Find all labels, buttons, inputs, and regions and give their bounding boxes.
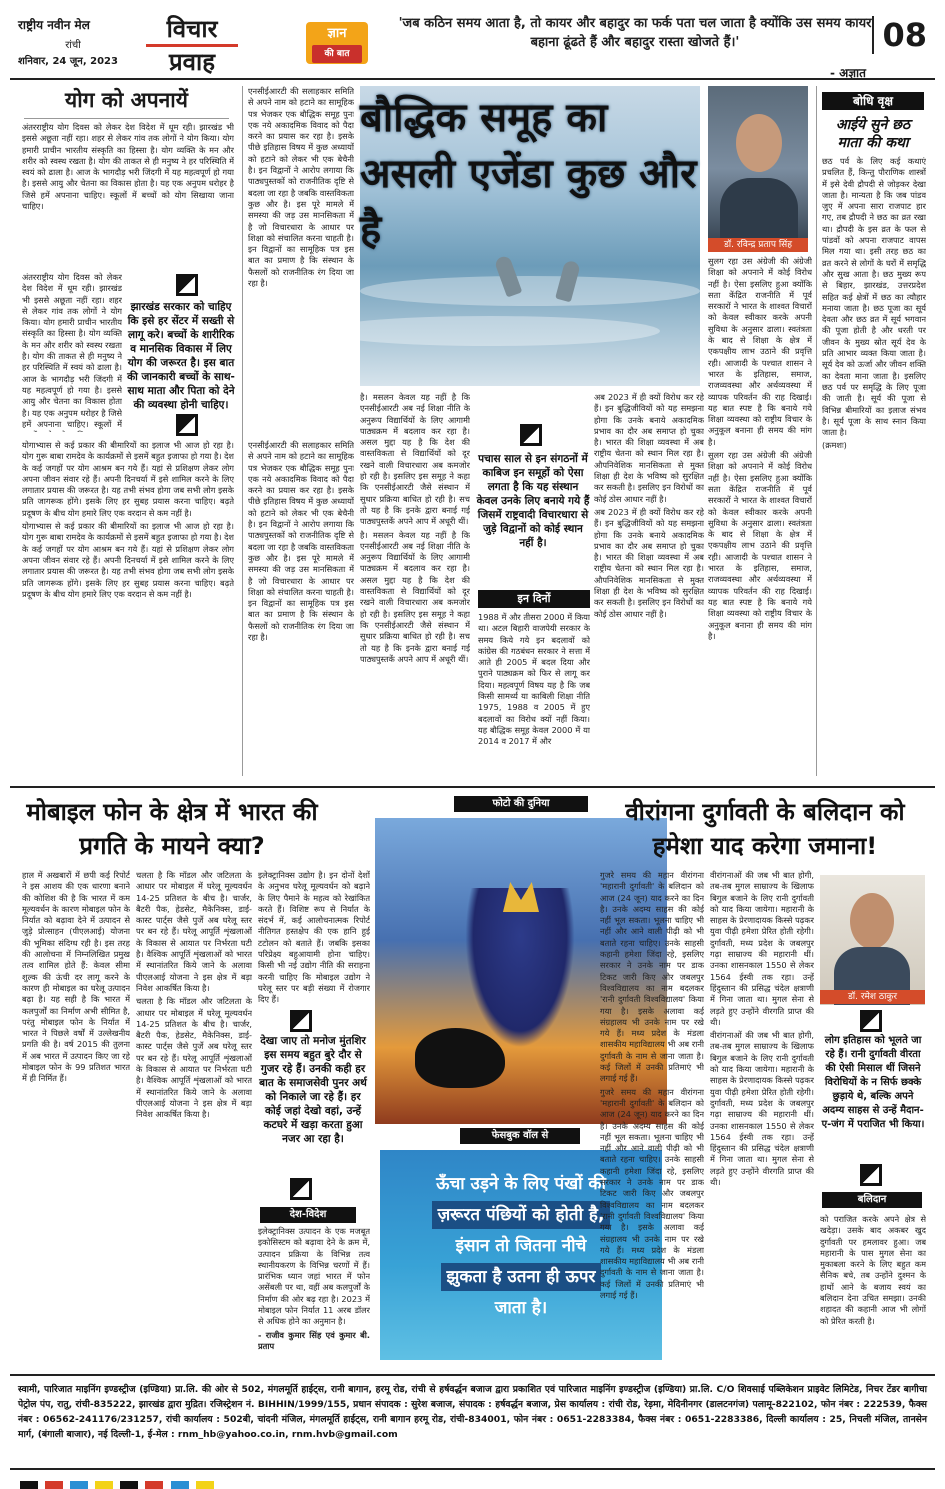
main-headline: बौद्धिक समूह का असली एजेंडा कुछ और है xyxy=(360,95,697,253)
section-title-top: विचार xyxy=(146,14,238,47)
photo-label: फोटो की दुनिया xyxy=(454,796,588,812)
color-swatch xyxy=(145,1481,163,1489)
column-divider xyxy=(242,86,243,776)
mobile-col2-text-b: चलता है कि मॉडल और जटिलता के आधार पर मोबाइल में घरेलू मूल्यवर्धन 14-25 प्रतिशत के बीच है। चार्जर, बैटरी पैक, हेडसेट, मैकेनिक्स, डाई-कास्ट पार्ट्स जैसे पुर्जे अब घरेलू स्तर पर बन रहे हैं। घरेलू आपूर्ति शृंखलाओं के विकास से आयात पर निर्भरता घटी है। वैश्विक आपूर्ति शृंखलाओं को भारत में स्थानांतरित किये जाने के अलावा पीएलआई योजना ने इस क्षेत्र में बड़ा निवेश आकर्षित किया है। xyxy=(136,996,252,1120)
imprint-line: स्वामी, पारिजात माइनिंग इण्डस्ट्रीज (इण्डिया) प्रा.लि. की ओर से 502, मंगलमूर्ति हाईट्स, रानी बागान, हरमू रोड, रांची से हर्षवर्द्धन बजाज द्वारा प्रकाशित एवं पारिजात माइनिंग इण्डस्ट्रीज (इण्डिया) प्रा.लि. C/O शिवसाई पब्लिकेशन प्राइवेट लिमिटेड, निचर टेंडर बागीचा पेट्रोल पंप, रातु, रांची-835222, झारखंड द्वारा मुद्रित। रजिस्ट्रेशन नं. BIHHIN/1999/155, प्रधान संपादक : सुरेश बजाज, संपादक : हर्षवर्द्धन बजाज, प्रेस कार्यालय : रांची रोड, रेड़मा, मेदिनीनगर (डालटनगंज) पलामू-822102, फोन नंबर : 222539, फैक्स नंबर : 06562-241176/231257, रांची कार्यालय : 502बी, चांदनी मंजिल, मंगलमूर्ति हाईट्स, रानी बागान हरमू रोड, रांची-834001, फोन नंबर : 0651-2283384, फैक्स नंबर : 0651-2283386, दिल्ली कार्यालय : 25, निचली मंजिल, तानसेन मार्ग, (बंगाली बाजार), नई दिल्ली-1, ई-मेल : rnm_hb@yahoo.co.in, rnm.hvb@gmail.com xyxy=(10,1374,935,1470)
rani-col2-text: वीरांगनाओं की जब भी बात होगी, तब-तब मुगल साम्राज्य के खिलाफ बिगुल बजाने के लिए रानी दुर्गावती को याद किया जायेगा। महारानी के साहस के प्रेरणादायक किस्से पढ़कर युवा पीढ़ी हमेशा प्रेरित होती रहेगी। दुर्गावती, मध्य प्रदेश के जबलपुर गढ़ा साम्राज्य की महारानी थीं। उनका शासनकाल 1550 से लेकर 1564 ईस्वी तक रहा। उन्हें हिंदुस्तान की प्रसिद्ध चंदेल क्षत्राणी में गिना जाता था। मुगल सेना से लड़ते हुए उन्होंने वीरगति प्राप्त की थी। xyxy=(710,870,814,1027)
main-article-col5-text: सुलग रहा उस अंग्रेजी की अंग्रेजी शिक्षा को अपनाने में कोई विरोध नहीं है। ऐसा इसलिए हुआ क्योंकि सता केंद्रित राजनीति में पूर्व सरकारों ने भारत के शाश्वत विचारों को केवल स्वीकार करके अपनी सुविधा के अनुसार ढाला। स्वतंत्रता के बाद से शिक्षा के क्षेत्र में एकपक्षीय लाभ उठाने की प्रवृत्ति रही। आजादी के पश्चात शासन ने भारत के इतिहास, समाज, राजव्यवस्था और अर्थव्यवस्था में व्यापक परिवर्तन की राह दिखाई। यह बात स्पष्ट है कि बनाये गये शिक्षा व्यवस्था को राष्ट्रीय विचार के अनुकूल बनाना ही समय की मांग है। xyxy=(708,256,812,447)
quote-icon xyxy=(290,1010,312,1032)
page-number: 08 xyxy=(872,16,927,54)
yoga-headline: योग को अपनायें xyxy=(24,86,229,119)
color-swatch xyxy=(196,1481,214,1489)
main-article-col4-text: अब 2023 में ही क्यों विरोध कर रहे हैं। इन बुद्धिजीवियों को यह समझना होगा कि उनके बनाये अकादमिक प्रभाव का दौर अब समाप्त हो चुका है। भारत की शिक्षा व्यवस्था में अब राष्ट्रीय चेतना को स्थान मिल रहा है। औपनिवेशिक मानसिकता से मुक्त शिक्षा ही देश के भविष्य को सुरक्षित कर सकती है। इसलिए इन विरोधों का कोई ठोस आधार नहीं है। xyxy=(594,392,704,504)
mobile-col4 xyxy=(258,1226,370,1370)
facebook-wall-label: फेसबुक वॉल से xyxy=(460,1128,580,1144)
quote-icon xyxy=(290,1178,312,1200)
yoga-body-top xyxy=(22,122,234,272)
yoga-body-2b: योगाभ्यास से कई प्रकार की बीमारियों का इलाज भी आज हो रहा है। योग गुरू बाबा रामदेव के कार्यक्रमों से इसमें बहुत इजाफा हो गया है। देश के कई जगहों पर योग आश्रम बन गये हैं। यहां से प्रशिक्षण लेकर लोग अपना जीवन संवार रहे हैं। अपनी दिनचर्या में इसे शामिल करने के लिए लगातार प्रयास की जरूरत है। यह तभी संभव होगा जब सभी लोग इसके प्रति जागरूक होंगे। इसके लिए हर सुबह प्रयास करना चाहिए। बढ़ते प्रदूषण के बीच योग हमारे लिए एक वरदान से कम नहीं है। xyxy=(22,521,234,599)
author2-photo xyxy=(820,875,925,1005)
yoga-pullquote: झारखंड सरकार को चाहिए कि इसे हर सेंटर में सख्ती से लागू करे। बच्चों के शारीरिक व मानसिक विकास में लिए योग की जरूरत है। इस बात की जानकारी बच्चों के साथ-साथ माता और पिता को देने की व्यवस्था होनी चाहिए। xyxy=(127,301,235,411)
quote-line-4: झुकता है उतना ही ऊपर xyxy=(441,1263,602,1291)
color-swatch xyxy=(120,1481,138,1489)
color-swatch xyxy=(20,1481,38,1489)
main-article-col1b-text: एनसीईआरटी की सलाहकार समिति से अपने नाम को हटाने का सामूहिक पत्र भेजकर एक बौद्धिक समूह पुनः एक नये अकादमिक विवाद को पैदा करने का प्रयास कर रहा है। इसके पीछे इतिहास विषय में कुछ अध्यायों को हटाने को लेकर भी एक बेचैनी है। इन विद्वानों ने आरोप लगाया कि पाठ्यपुस्तकों को राजनीतिक दृष्टि से बदला जा रहा है जबकि वास्तविकता कुछ और है। इस पूरे मामले में समस्या की जड़ उस मानसिकता में है जो विचारधारा के आधार पर शिक्षा को संचालित करना चाहती है। इन विद्वानों का सामूहिक पत्र इस बात का प्रमाण है कि संस्थान के फैसलों को राजनीतिक रंग दिया जा रहा है। xyxy=(248,440,354,643)
quote-author: - अज्ञात xyxy=(830,66,866,80)
rani-col1-text-b: गुजरे समय की महान वीरांगना 'महारानी दुर्गावती' के बलिदान को आज (24 जून) याद करने का दिन है। उनके अदम्य साहस की कोई नहीं भूल सकता। भूलना चाहिए भी नहीं और आने वाली पीढ़ी को भी बताते रहना चाहिए। उनके साहसी कहानी हमेशा जिंदा रहे, इसलिए सरकार ने उनके नाम पर डाक टिकट जारी किए और जबलपुर विश्वविद्यालय का नाम बदलकर 'रानी दुर्गावती विश्वविद्यालय' किया गया है। इसके अलावा कई संग्रहालय भी उनके नाम पर रखे गये हैं। मध्य प्रदेश के मंडला शासकीय महाविद्यालय भी अब रानी दुर्गावती के नाम से जाना जाता है। कई जिलों में उनकी प्रतिमाएं भी लगाई गई हैं। xyxy=(600,1086,704,1300)
gyan-badge-top: ज्ञान xyxy=(327,26,347,41)
yoga-body-2: योगाभ्यास से कई प्रकार की बीमारियों का इलाज भी आज हो रहा है। योग गुरू बाबा रामदेव के कार्यक्रमों से इसमें बहुत इजाफा हो गया है। देश के कई जगहों पर योग आश्रम बन गये हैं। यहां से प्रशिक्षण लेकर लोग अपना जीवन संवार रहे हैं। अपनी दिनचर्या में इसे शामिल करने के लिए लगातार प्रयास की जरूरत है। यह तभी संभव होगा जब सभी लोग इसके प्रति जागरूक होंगे। इसके लिए हर सुबह प्रयास करना चाहिए। बढ़ते प्रदूषण के बीच योग हमारे लिए एक वरदान से कम नहीं है। xyxy=(22,440,234,518)
rani-col2 xyxy=(710,870,814,1370)
quote-line-2: ज़रूरत पंछियों को होती है, xyxy=(432,1201,611,1229)
bodhi-headline: आईये सुने छठ माता की कथा xyxy=(835,117,911,151)
printer-color-bar xyxy=(20,1474,925,1482)
author2-name: डॉ. रमेश ठाकुर xyxy=(820,990,925,1004)
bodhi-body-text: छठ पर्व के लिए कई कथाएं प्रचलित हैं, किन्तु पौराणिक शास्त्रों में इसे देवी द्रौपदी से जोड़कर देखा जाता है। मान्यता है कि जब पांडव जुए में अपना सारा राजपाट हार गए, तब द्रौपदी ने छठ का व्रत रखा था। द्रौपदी के इस व्रत के फल से पांडवों को अपना राजपाट वापस मिल गया था। इसी तरह छठ का व्रत करने से लोगों के घरों में समृद्धि और सुख आता है। छठ मुख्य रूप से बिहार, झारखंड, उत्तरप्रदेश सहित कई क्षेत्रों में छठ का त्यौहार मनाया जाता है। छठ पूजा का सूर्य देवता और छठ व्रत में सूर्य भगवान की पूजा होती है और धरती पर जीवन के मुख्य स्रोत सूर्य देव के प्रति आभार व्यक्त किया जाता है। सूर्य देव को ऊर्जा और जीवन शक्ति का देवता माना जाता है। इसलिए छठ पर्व पर समृद्धि के लिए पूजा की जाती है। सूर्य की पूजा से विभिन्न बीमारियों का इलाज संभव है। सूर्य पूजा के साथ स्नान किया जाता है। xyxy=(822,156,926,438)
color-swatch xyxy=(171,1481,189,1489)
mobile-col2 xyxy=(136,870,252,1370)
section-title-bottom: प्रवाह xyxy=(146,47,238,77)
quote-icon xyxy=(860,1164,882,1186)
author2-face xyxy=(850,893,894,949)
main-article-col3 xyxy=(478,612,590,776)
desh-videsh-label: देश-विदेश xyxy=(260,1207,356,1223)
gyan-badge xyxy=(306,22,368,64)
rani-col3-text: को पराजित करके अपने क्षेत्र से खदेड़ा। उसके बाद अकबर खुद दुर्गावती पर हमलावर हुआ। जब महारानी के पास मुगल सेना का मुकाबला करने के लिए बहुत कम सैनिक बचे, तब उन्होंने दुश्मन के हाथों आने के बजाय स्वयं का बलिदान देना उचित समझा। उनकी शहादत की कहानी आज भी लोगों को प्रेरित करती है। xyxy=(820,1214,926,1326)
quote-of-day: 'जब कठिन समय आता है, तो कायर और बहादुर का फर्क पता चल जाता है क्योंकि उस समय कायर बहाना ढूंढते हैं और बहादुर रास्ता खोजते हैं।' xyxy=(398,16,872,50)
paper-info xyxy=(18,16,128,67)
quote-icon xyxy=(176,274,198,296)
main-article-col2 xyxy=(360,392,470,776)
main-article-col4 xyxy=(594,392,704,776)
yoga-body-1b: अंतरराष्ट्रीय योग दिवस को लेकर देश विदेश में धूम रही। झारखंड भी इससे अछूता नहीं रहा। शहर से लेकर गांव तक लोगों ने योग किया। योग हमारी प्राचीन भारतीय संस्कृति का हिस्सा है। योग व्यक्ति के मन और शरीर को स्वस्थ रखता है। योग की ताकत से ही मनुष्य ने हर परिस्थिति में स्वयं को ढाला है। आज के भागदौड़ भरी जिंदगी में यह महत्वपूर्ण हो गया है। इससे आयु और चेतना का विकास होता है। यह एक अनुपम धरोहर है जिसे हमें अपनाना चाहिए। स्कूलों में xyxy=(22,272,122,429)
mobile-author: - राजीव कुमार सिंह एवं कुमार बी. प्रताप xyxy=(258,1329,370,1351)
color-swatch xyxy=(70,1481,88,1489)
rani-col1 xyxy=(600,870,704,1370)
yoga-body-bottom xyxy=(22,440,234,780)
paper-city: रांची xyxy=(65,40,81,51)
water-wave xyxy=(360,276,700,306)
mobile-col3-text: इलेक्ट्रानिक्स उद्योग है। इन दोनों देशों के अनुभव घरेलू मूल्यवर्धन को बढ़ाने के लिए पैमाने के महत्व को रेखांकित करते हैं। विशिष्ट रूप से निर्यात के संदर्भ में, कई आलोचनात्मक रिपोर्ट नीतिगत हस्तक्षेप की एक हानि हुई टटोलन को बताते हैं। जबकि इसका परिप्रेक्ष्य बहुआयामी होना चाहिए। किसी भी नई उद्योग नीति की सराहना करनी चाहिए कि मोबाइल उद्योग ने घरेलू स्तर पर बड़ी संख्या में रोजगार दिए हैं। xyxy=(258,870,370,1005)
author-name: डॉ. रविन्द्र प्रताप सिंह xyxy=(708,238,808,252)
rani-col1-text: गुजरे समय की महान वीरांगना 'महारानी दुर्गावती' के बलिदान को आज (24 जून) याद करने का दिन है। उनके अदम्य साहस की कोई नहीं भूल सकता। भूलना चाहिए भी नहीं और आने वाली पीढ़ी को भी बताते रहना चाहिए। उनके साहसी कहानी हमेशा जिंदा रहे, इसलिए सरकार ने उनके नाम पर डाक टिकट जारी किए और जबलपुर विश्वविद्यालय का नाम बदलकर 'रानी दुर्गावती विश्वविद्यालय' किया गया है। इसके अलावा कई संग्रहालय भी उनके नाम पर रखे गये हैं। मध्य प्रदेश के मंडला शासकीय महाविद्यालय भी अब रानी दुर्गावती के नाम से जाना जाता है। कई जिलों में उनकी प्रतिमाएं भी लगाई गई हैं। xyxy=(600,870,704,1084)
quote-line-3: इंसान तो जितना नीचे xyxy=(455,1236,587,1256)
quote-icon xyxy=(860,1010,882,1032)
mobile-col1-text: हाल में अखबारों में छपी कई रिपोर्ट ने इस आशय की एक धारणा बनाने की कोशिश की है कि भारत में कम मूल्यवर्धन के कारण मोबाइल फोन के निर्यात को बढ़ावा देने में उत्पादन से जुड़े प्रोत्साहन (पीएलआई) योजना की भूमिका संदिग्ध रही है। इस तरह की आलोचना में निम्नलिखित प्रमुख तत्व शामिल होते हैं: केवल सीमा शुल्क की ऊंची दर लागू करने के कारण ही मोबाइल का घरेलू उत्पादन बढ़ा है। यह सही है कि भारत में कलपुर्जों का निर्माण अभी सीमित है, परंतु मोबाइल फोन के निर्यात में भारत ने पिछले वर्षों में उल्लेखनीय प्रगति की है। वर्ष 2015 की तुलना में अब भारत में उत्पादन किए जा रहे मोबाइल फोन के 99 प्रतिशत भारत में ही निर्मित हैं। xyxy=(22,870,130,1084)
main-article-col1b xyxy=(248,440,354,776)
mobile-col4-text: इलेक्ट्रानिक्स उत्पादन के एक मजबूत इकोसिस्टम को बढ़ावा देने के क्रम में, उत्पादन प्रक्रिया के विभिन्न तत्व स्थानीयकरण के विभिन्न चरणों में हैं। प्रारंभिक ध्यान जहां भारत में फोन असेंबली पर था, वहीं अब कलपुर्जों के निर्माण की ओर बढ़ रहा है। 2023 में मोबाइल फोन निर्यात 11 अरब डॉलर से अधिक होने का अनुमान है। xyxy=(258,1226,370,1327)
author-face xyxy=(736,114,782,172)
deity-figure xyxy=(465,888,575,1048)
rani-col2-text-b: वीरांगनाओं की जब भी बात होगी, तब-तब मुगल साम्राज्य के खिलाफ बिगुल बजाने के लिए रानी दुर्गावती को याद किया जायेगा। महारानी के साहस के प्रेरणादायक किस्से पढ़कर युवा पीढ़ी हमेशा प्रेरित होती रहेगी। दुर्गावती, मध्य प्रदेश के जबलपुर गढ़ा साम्राज्य की महारानी थीं। उनका शासनकाल 1550 से लेकर 1564 ईस्वी तक रहा। उन्हें हिंदुस्तान की प्रसिद्ध चंदेल क्षत्राणी में गिना जाता था। मुगल सेना से लड़ते हुए उन्होंने वीरगति प्राप्त की थी। xyxy=(710,1030,814,1188)
rani-headline: वीरांगना दुर्गावती के बलिदान को हमेशा याद करेगा जमाना! xyxy=(625,798,905,860)
quote-icon xyxy=(520,424,542,446)
main-article-col3-text: 1988 में और तीसरा 2000 में किया था। अटल बिहारी वाजपेयी सरकार के समय किये गये इन बदलावों को कांग्रेस की गठबंधन सरकार ने सत्ता में आते ही 2005 में बदल दिया और पुराने पाठ्यक्रम को फिर से लागू कर दिया। महत्वपूर्ण विषय यह है कि जब किसी सामर्थ्य या काबिली शिक्षा नीति 1975, 1988 व 2005 में हुए बदलावों का विरोध क्यों नहीं किया। यह बौद्धिक समूह केवल 2000 में या 2014 व 2017 में और xyxy=(478,612,590,747)
color-swatch xyxy=(95,1481,113,1489)
main-article-col5-text-b: सुलग रहा उस अंग्रेजी की अंग्रेजी शिक्षा को अपनाने में कोई विरोध नहीं है। ऐसा इसलिए हुआ क्योंकि सता केंद्रित राजनीति में पूर्व सरकारों ने भारत के शाश्वत विचारों को केवल स्वीकार करके अपनी सुविधा के अनुसार ढाला। स्वतंत्रता के बाद से शिक्षा के क्षेत्र में एकपक्षीय लाभ उठाने की प्रवृत्ति रही। आजादी के पश्चात शासन ने भारत के इतिहास, समाज, राजव्यवस्था और अर्थव्यवस्था में व्यापक परिवर्तन की राह दिखाई। यह बात स्पष्ट है कि बनाये गये शिक्षा व्यवस्था को राष्ट्रीय विचार के अनुकूल बनाना ही समय की मांग है। xyxy=(708,450,812,641)
paper-date: शनिवार, 24 जून, 2023 xyxy=(18,56,118,67)
author-photo xyxy=(708,86,808,251)
yoga-body-1: अंतरराष्ट्रीय योग दिवस को लेकर देश विदेश में धूम रही। झारखंड भी इससे अछूता नहीं रहा। शहर से लेकर गांव तक लोगों ने योग किया। योग हमारी प्राचीन भारतीय संस्कृति का हिस्सा है। योग व्यक्ति के मन और शरीर को स्वस्थ रखता है। योग की ताकत से ही मनुष्य ने हर परिस्थिति में स्वयं को ढाला है। आज के भागदौड़ भरी जिंदगी में यह महत्वपूर्ण हो गया है। इससे आयु और चेतना का विकास होता है। यह एक अनुपम धरोहर है जिसे हमें अपनाना चाहिए। स्कूलों में बच्चों को योग सिखाया जाना चाहिए। xyxy=(22,122,234,212)
yoga-body-left xyxy=(22,272,122,432)
main-article-col1-text: एनसीईआरटी की सलाहकार समिति से अपने नाम को हटाने का सामूहिक पत्र भेजकर एक बौद्धिक समूह पुनः एक नये अकादमिक विवाद को पैदा करने का प्रयास कर रहा है। इसके पीछे इतिहास विषय में कुछ अध्यायों को हटाने को लेकर भी एक बेचैनी है। इन विद्वानों ने आरोप लगाया कि पाठ्यपुस्तकों को राजनीतिक दृष्टि से बदला जा रहा है जबकि वास्तविकता कुछ और है। इस पूरे मामले में समस्या की जड़ उस मानसिकता में है जो विचारधारा के आधार पर शिक्षा को संचालित करना चाहती है। इन विद्वानों का सामूहिक पत्र इस बात का प्रमाण है कि संस्थान के फैसलों को राजनीतिक रंग दिया जा रहा है। xyxy=(248,86,354,289)
main-article-col2-text-b: है। मसलन केवल यह नहीं है कि एनसीईआरटी अब नई शिक्षा नीति के अनुरूप विद्यार्थियों के लिए आगामी पाठ्यक्रम में बदलाव कर रहा है। असल मुद्दा यह है कि देश की वास्तविकता से विद्यार्थियों को दूर रखने वाली विचारधारा अब कमजोर हो रही है। इसलिए इस समूह ने कहा कि एनसीईआरटी जैसे संस्थान में सुधार प्रक्रिया बाधित हो रही है। सच तो यह है कि इनके द्वारा बनाई गई पाठ्यपुस्तकें अपने आप में अधूरी थीं। xyxy=(360,529,470,664)
gyan-badge-bottom: की बात xyxy=(312,45,362,63)
section-title xyxy=(146,14,238,77)
quote-line-5: जाता है। xyxy=(494,1298,548,1318)
water-wave xyxy=(360,316,660,346)
bodhi-body xyxy=(822,156,926,766)
main-article-col2-text: है। मसलन केवल यह नहीं है कि एनसीईआरटी अब नई शिक्षा नीति के अनुरूप विद्यार्थियों के लिए आगामी पाठ्यक्रम में बदलाव कर रहा है। असल मुद्दा यह है कि देश की वास्तविकता से विद्यार्थियों को दूर रखने वाली विचारधारा अब कमजोर हो रही है। इसलिए इस समूह ने कहा कि एनसीईआरटी जैसे संस्थान में सुधार प्रक्रिया बाधित हो रही है। सच तो यह है कि इनके द्वारा बनाई गई पाठ्यपुस्तकें अपने आप में अधूरी थीं। xyxy=(360,392,470,527)
main-article-col5 xyxy=(708,256,812,776)
bodhi-label: बोधि वृक्ष xyxy=(822,92,924,110)
column-divider xyxy=(816,86,817,776)
rani-col3 xyxy=(820,1214,926,1370)
color-swatch xyxy=(45,1481,63,1489)
quote-line-1: ऊँचा उड़ने के लिए पंखों की xyxy=(436,1174,606,1194)
mobile-col1 xyxy=(22,870,130,1370)
main-pullquote: पचास साल से इन संगठनों में काबिज इन समूहों को ऐसा लगता है कि यह संस्थान केवल उनके लिए बनाये गये हैं जिसमें राष्ट्रवादी विचारधारा से जुड़े विद्वानों को कोई स्थान नहीं है। xyxy=(476,453,590,549)
mobile-col3 xyxy=(258,870,370,1006)
mobile-headline: मोबाइल फोन के क्षेत्र में भारत की प्रगति के मायने क्या? xyxy=(26,798,318,860)
paper-name: राष्ट्रीय नवीन मेल xyxy=(18,18,90,32)
main-article-col1 xyxy=(248,86,354,436)
masthead xyxy=(10,8,935,80)
balidan-label: बलिदान xyxy=(822,1192,922,1208)
main-article-col4-text-b: अब 2023 में ही क्यों विरोध कर रहे हैं। इन बुद्धिजीवियों को यह समझना होगा कि उनके बनाये अकादमिक प्रभाव का दौर अब समाप्त हो चुका है। भारत की शिक्षा व्यवस्था में अब राष्ट्रीय चेतना को स्थान मिल रहा है। औपनिवेशिक मानसिकता से मुक्त शिक्षा ही देश के भविष्य को सुरक्षित कर सकती है। इसलिए इन विरोधों का कोई ठोस आधार नहीं है। xyxy=(594,506,704,619)
quote-icon xyxy=(176,414,198,436)
mobile-pullquote: देखा जाए तो मनोज मुंतशिर इस समय बहुत बुरे दौर से गुजर रहे हैं। उनकी कही हर बात के समाजसेवी पुनर अर्थ को निकाले जा रहे हैं। हर कोई जहां देखो वहां, उन्हें कटघरे में खड़ा करता हुआ नजर आ रहा है। xyxy=(259,1035,367,1145)
in-dino-label: इन दिनों xyxy=(478,590,590,608)
bodhi-continued: (क्रमशः) xyxy=(822,440,847,451)
rani-pullquote: लोग इतिहास को भूलते जा रहे हैं। रानी दुर्गावती वीरता की ऐसी मिसाल थीं जिसने विरोधियों के न सिर्फ छक्के छुड़ाये थे, बल्कि अपने अदम्य साहस से उन्हें मैदान-ए-जंग में पराजित भी किया। xyxy=(821,1035,925,1130)
mobile-col2-text: चलता है कि मॉडल और जटिलता के आधार पर मोबाइल में घरेलू मूल्यवर्धन 14-25 प्रतिशत के बीच है। चार्जर, बैटरी पैक, हेडसेट, मैकेनिक्स, डाई-कास्ट पार्ट्स जैसे पुर्जे अब घरेलू स्तर पर बन रहे हैं। घरेलू आपूर्ति शृंखलाओं के विकास से आयात पर निर्भरता घटी है। वैश्विक आपूर्ति शृंखलाओं को भारत में स्थानांतरित किये जाने के अलावा पीएलआई योजना ने इस क्षेत्र में बड़ा निवेश आकर्षित किया है। xyxy=(136,870,252,993)
section-divider xyxy=(10,786,935,788)
